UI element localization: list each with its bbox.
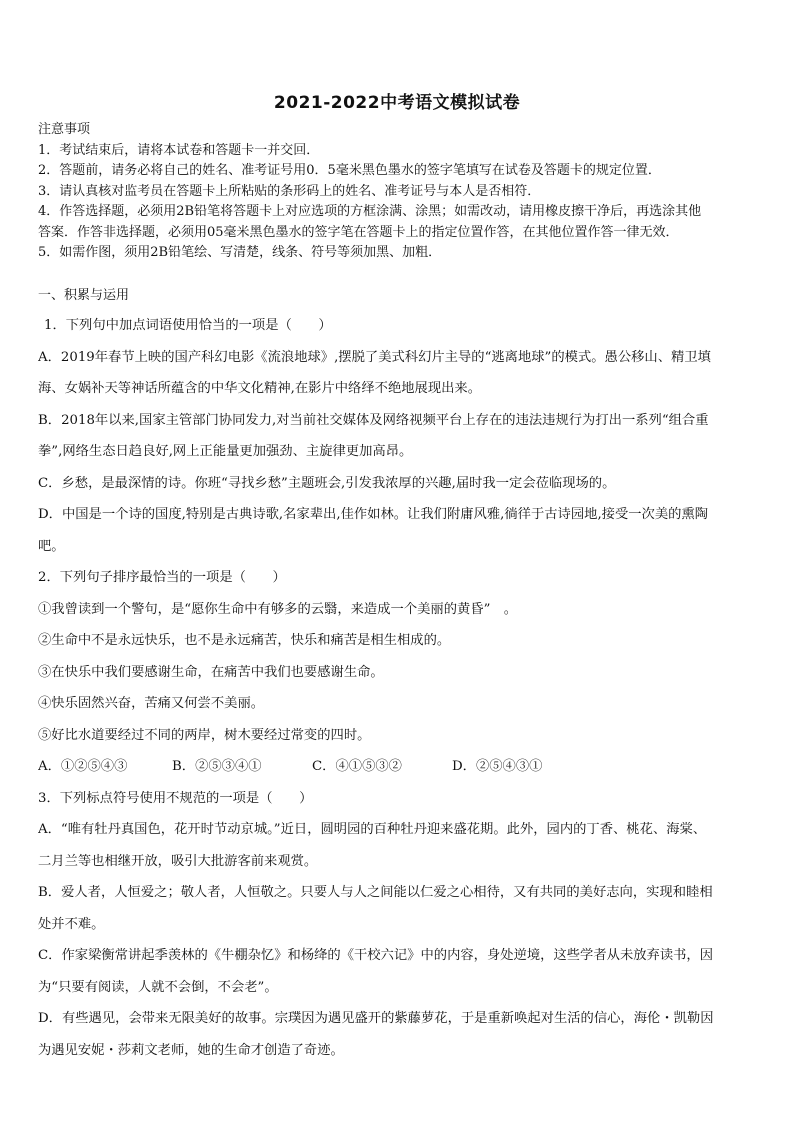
notice-line: 1．考试结束后，请将本试卷和答题卡一并交回． [38,142,320,158]
question-3-line: 二月兰等也相继开放，吸引大批游客前来观赏。 [38,853,318,869]
questions-body [38,310,758,1066]
question-1-stem: 1．下列句中加点词语使用恰当的一项是（ ） [44,318,332,333]
question-1-line: 吧。 [38,538,65,554]
question-2-line: ⑤好比水道要经过不同的两岸，树木要经过常变的四时。 [38,727,371,743]
question-3-line: 为遇见安妮・莎莉文老师，她的生命才创造了奇迹。 [38,1042,344,1058]
option-c: C．④①⑤③② [312,759,402,774]
question-3-line: 为“只要有阅读，人就不会倒，不会老”。 [38,979,278,995]
question-3-line: B．爱人者，人恒爱之；敬人者，人恒敬之。只要人与人之间能以仁爱之心相待，又有共同的美好志向，实现和睦相 [38,885,713,900]
option-d: D．②⑤④③① [452,759,543,774]
question-1-line: D．中国是一个诗的国度,特别是古典诗歌,名家辈出,佳作如林。让我们附庸风雅,徜徉于古诗园地,接受一次美的熏陶 [38,507,709,522]
notice-block [38,120,758,264]
notice-line: 答案．作答非选择题，必须用05毫米黑色墨水的签字笔在答题卡上的指定位置作答，在其他位置作答一律无效． [38,224,679,240]
question-3-line: A．“唯有牡丹真国色，花开时节动京城。”近日，圆明园的百种牡丹迎来盛花期。此外，园内的丁香、桃花、海棠、 [38,822,707,837]
notice-line: 5．如需作图，须用2B铅笔绘、写清楚，线条、符号等须加黑、加粗． [38,245,442,260]
option-b: B．②⑤③④① [172,759,262,774]
notice-heading: 注意事项 [38,122,91,137]
question-2-line: ②生命中不是永远快乐，也不是永远痛苦，快乐和痛苦是相生相成的。 [38,633,451,648]
notice-line: 3．请认真核对监考员在答题卡上所粘贴的条形码上的姓名、准考证号与本人是否相符． [38,183,541,199]
notice-line: 4．作答选择题，必须用2B铅笔将答题卡上对应选项的方框涂满、涂黑；如需改动，请用橡皮擦干净后，再选涂其他 [38,204,702,219]
question-3-stem: 3．下列标点符号使用不规范的一项是（ ） [38,790,313,806]
question-1-line: B．2018年以来,国家主管部门协同发力,对当前社交媒体及网络视频平台上存在的违法违规行为打出一系列“组合重 [38,412,709,428]
question-2-stem: 2．下列句子排序最恰当的一项是（ ） [38,570,286,585]
question-1-line: C．乡愁，是最深情的诗。你班“寻找乡愁”主题班会,引发我浓厚的兴趣,届时我一定会莅临现场的。 [38,475,616,491]
question-1-line: 拳”,网络生态日趋良好,网上正能量更加强劲、主旋律更加高昂。 [38,444,413,459]
question-2-options [38,751,758,783]
question-2-line: ③在快乐中我们要感谢生命，在痛苦中我们也要感谢生命。 [38,664,384,680]
page-title: 2021-2022中考语文模拟试卷 [273,93,521,113]
question-1-line: A．2019年春节上映的国产科幻电影《流浪地球》,摆脱了美式科幻片主导的“逃离地球”的模式。愚公移山、精卫填 [38,349,711,365]
question-3-line: D．有些遇见，会带来无限美好的故事。宗璞因为遇见盛开的紫藤萝花，于是重新唤起对生活的信心，海伦・凯勒因 [38,1011,714,1026]
question-3-line: C．作家梁衡常讲起季羡林的《牛棚杂忆》和杨绛的《干校六记》中的内容，身处逆境，这些学者从未放弃读书，因 [38,948,714,963]
question-3-line: 处并不难。 [38,916,105,932]
section-heading: 一、积累与运用 [38,288,130,303]
question-2-line: ④快乐固然兴奋，苦痛又何尝不美丽。 [38,696,265,711]
notice-line: 2．答题前，请务必将自己的姓名、准考证号用0．5毫米黑色墨水的签字笔填写在试卷及答题卡的规定位置． [38,163,661,178]
question-2-line: ①我曾读到一个警句，是“愿你生命中有够多的云翳，来造成一个美丽的黄昏” 。 [38,601,517,617]
question-1-line: 海、女娲补天等神话所蕴含的中华文化精神,在影片中络绎不绝地展现出来。 [38,381,482,396]
option-a: A．①②⑤④③ [38,759,128,774]
